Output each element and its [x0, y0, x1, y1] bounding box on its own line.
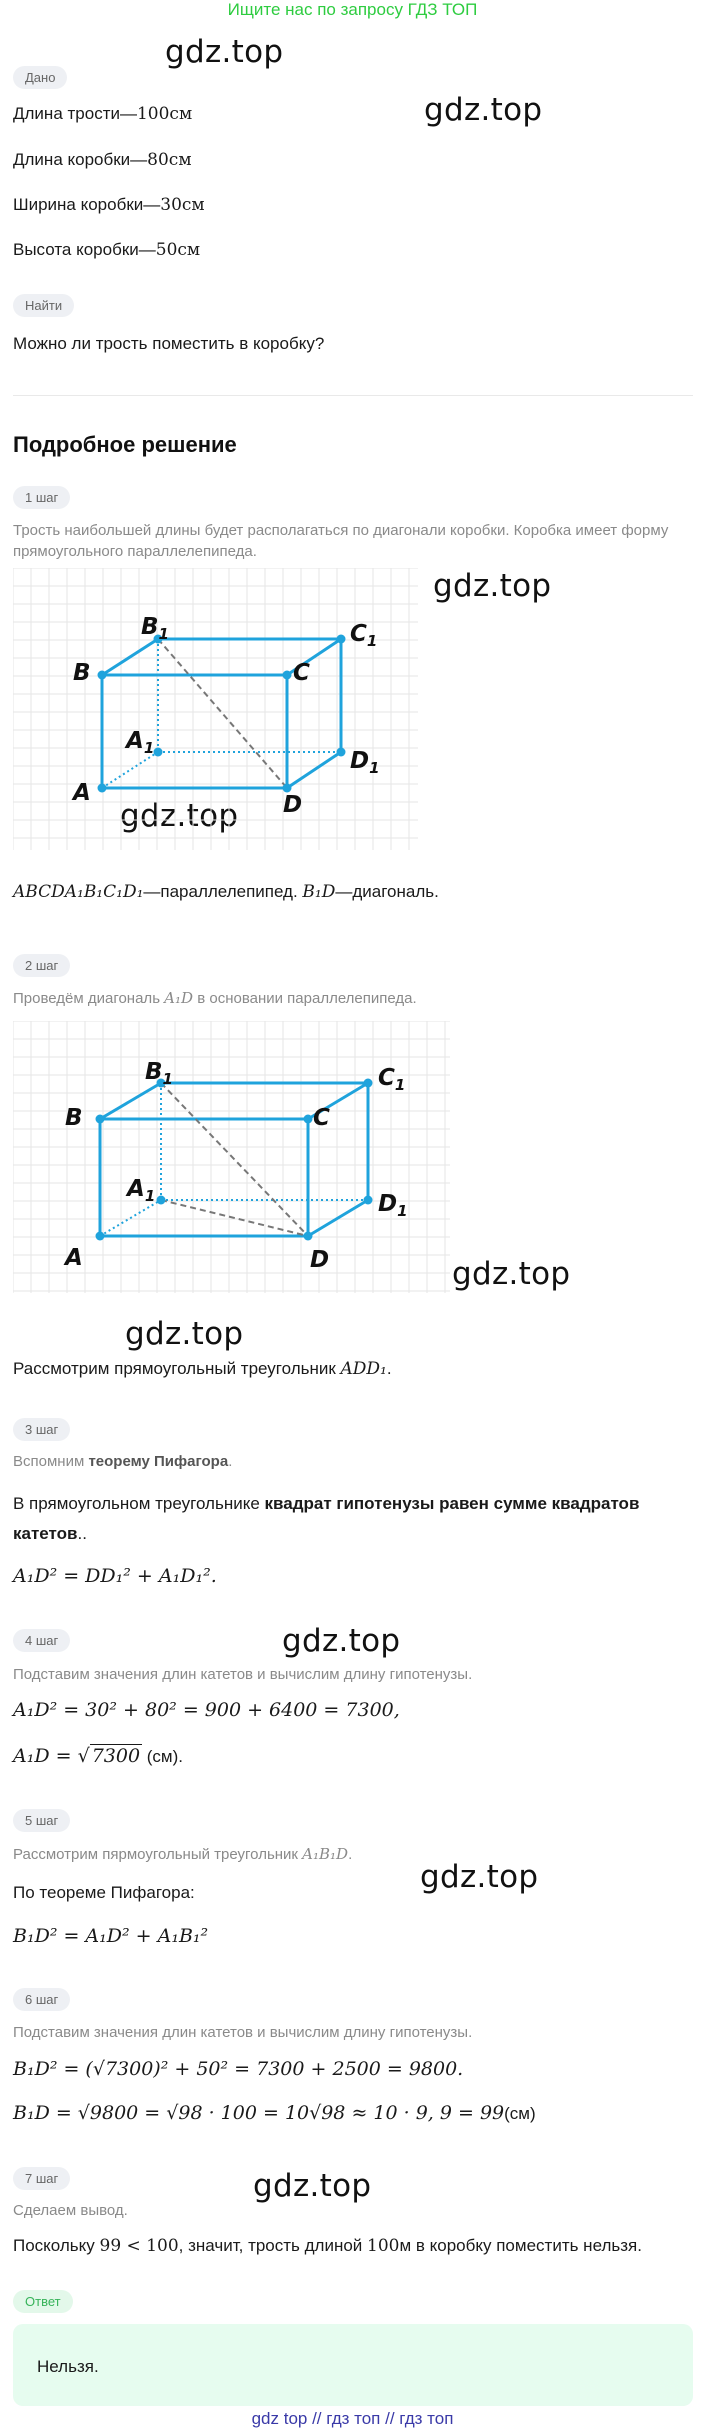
watermark: gdz.top	[424, 92, 543, 128]
step-3-rule: В прямоугольном треугольнике квадрат гипотенузы равен сумме квадратов катетов..	[13, 1494, 640, 1543]
vertex-label-d: D	[283, 792, 303, 818]
watermark: gdz.top	[282, 1623, 401, 1659]
step-4-text: Подставим значения длин катетов и вычислим длину гипотенузы.	[13, 1666, 473, 1683]
vertex-label-a1: $A_1$	[126, 728, 155, 757]
step-6-calc-2: B₁D = √9800 = √98 · 100 = 10√98 ≈ 10 · 9, 9 = 99(см)	[13, 2102, 536, 2124]
step-2-text: Проведём диагональ A₁D в основании параллелепипеда.	[13, 989, 417, 1007]
step-5-text: Рассмотрим пярмоугольный треугольник A₁B₁D.	[13, 1845, 353, 1863]
watermark: gdz.top	[433, 568, 552, 604]
step-6-text: Подставим значения длин катетов и вычислим длину гипотенузы.	[13, 2024, 473, 2041]
step-6-label: 6 шаг	[13, 1988, 70, 2011]
vertex-label-b: B	[73, 660, 91, 686]
solution-title: Подробное решение	[13, 432, 237, 457]
watermark: gdz.top	[420, 1859, 539, 1895]
step-4-label: 4 шаг	[13, 1629, 70, 1652]
given-box-length: Длина коробки—80см	[13, 150, 192, 170]
step-7-label: 7 шаг	[13, 2167, 70, 2190]
vertex-label-a: A	[65, 1245, 83, 1271]
given-box-width: Ширина коробки—30см	[13, 195, 205, 215]
vertex-label-c: C	[293, 660, 310, 686]
step-1-text: Трость наибольшей длины будет располагаться по диагонали коробки. Коробка имеет форму прямоугольного параллелепипеда.	[13, 522, 669, 560]
step-5-formula: B₁D² = A₁D² + A₁B₁²	[13, 1925, 209, 1947]
step-5-label: 5 шаг	[13, 1809, 70, 1832]
vertex-label-b1: $B_1$	[145, 1059, 173, 1088]
watermark: gdz.top	[125, 1316, 244, 1352]
figure-grid	[13, 568, 418, 850]
vertex-label-c: C	[313, 1105, 330, 1131]
step-1-caption: ABCDA₁B₁C₁D₁—параллелепипед. B₁D—диагональ.	[13, 882, 439, 902]
divider	[13, 395, 693, 396]
step-5-theorem: По теореме Пифагора:	[13, 1883, 195, 1902]
step-3-label: 3 шаг	[13, 1418, 70, 1441]
step-1-label: 1 шаг	[13, 486, 70, 509]
vertex-label-d1: $D_1$	[350, 748, 380, 777]
given-cane: Длина трости—100см	[13, 104, 193, 124]
watermark: gdz.top	[165, 34, 284, 70]
step-3-formula: A₁D² = DD₁² + A₁D₁².	[13, 1565, 217, 1587]
step-7-text: Сделаем вывод.	[13, 2202, 128, 2219]
vertex-label-a1: $A_1$	[127, 1176, 156, 1205]
step-2-consider: Рассмотрим прямоугольный треугольник ADD₁.	[13, 1359, 392, 1379]
step-4-calc-2: A₁D = √ 7300 (см).	[13, 1745, 184, 1767]
step-7-conclusion: Поскольку 99 < 100, значит, трость длиной 100м в коробку поместить нельзя.	[13, 2236, 642, 2256]
vertex-label-b1: $B_1$	[141, 614, 169, 643]
step-4-calc-1: A₁D² = 30² + 80² = 900 + 6400 = 7300,	[13, 1699, 400, 1721]
answer-text: Нельзя.	[37, 2357, 99, 2376]
watermark: gdz.top	[253, 2168, 372, 2204]
step-3-recall: Вспомним теорему Пифагора.	[13, 1453, 233, 1470]
vertex-label-c1: $C_1$	[350, 621, 378, 650]
footer-links[interactable]: gdz top // гдз топ // гдз топ	[251, 2409, 454, 2428]
box-figure-2	[13, 1021, 450, 1293]
vertex-label-d1: $D_1$	[378, 1191, 408, 1220]
step-6-calc-1: B₁D² = (√7300)² + 50² = 7300 + 2500 = 9800.	[13, 2058, 464, 2080]
given-label: Дано	[13, 66, 67, 89]
step-2-label: 2 шаг	[13, 954, 70, 977]
vertex-label-d: D	[310, 1247, 330, 1273]
box-figure-1	[13, 568, 418, 850]
answer-label: Ответ	[13, 2290, 73, 2313]
watermark: gdz.top	[452, 1256, 571, 1292]
given-box-height: Высота коробки—50см	[13, 240, 201, 260]
vertex-label-a: A	[73, 780, 91, 806]
promo-banner[interactable]: Ищите нас по запросу ГДЗ ТОП	[227, 0, 478, 19]
watermark: gdz.top	[120, 798, 239, 834]
vertex-label-c1: $C_1$	[378, 1065, 406, 1094]
answer-box	[13, 2324, 693, 2406]
find-label: Найти	[13, 294, 74, 317]
vertex-label-b: B	[65, 1105, 83, 1131]
find-question: Можно ли трость поместить в коробку?	[13, 334, 325, 353]
